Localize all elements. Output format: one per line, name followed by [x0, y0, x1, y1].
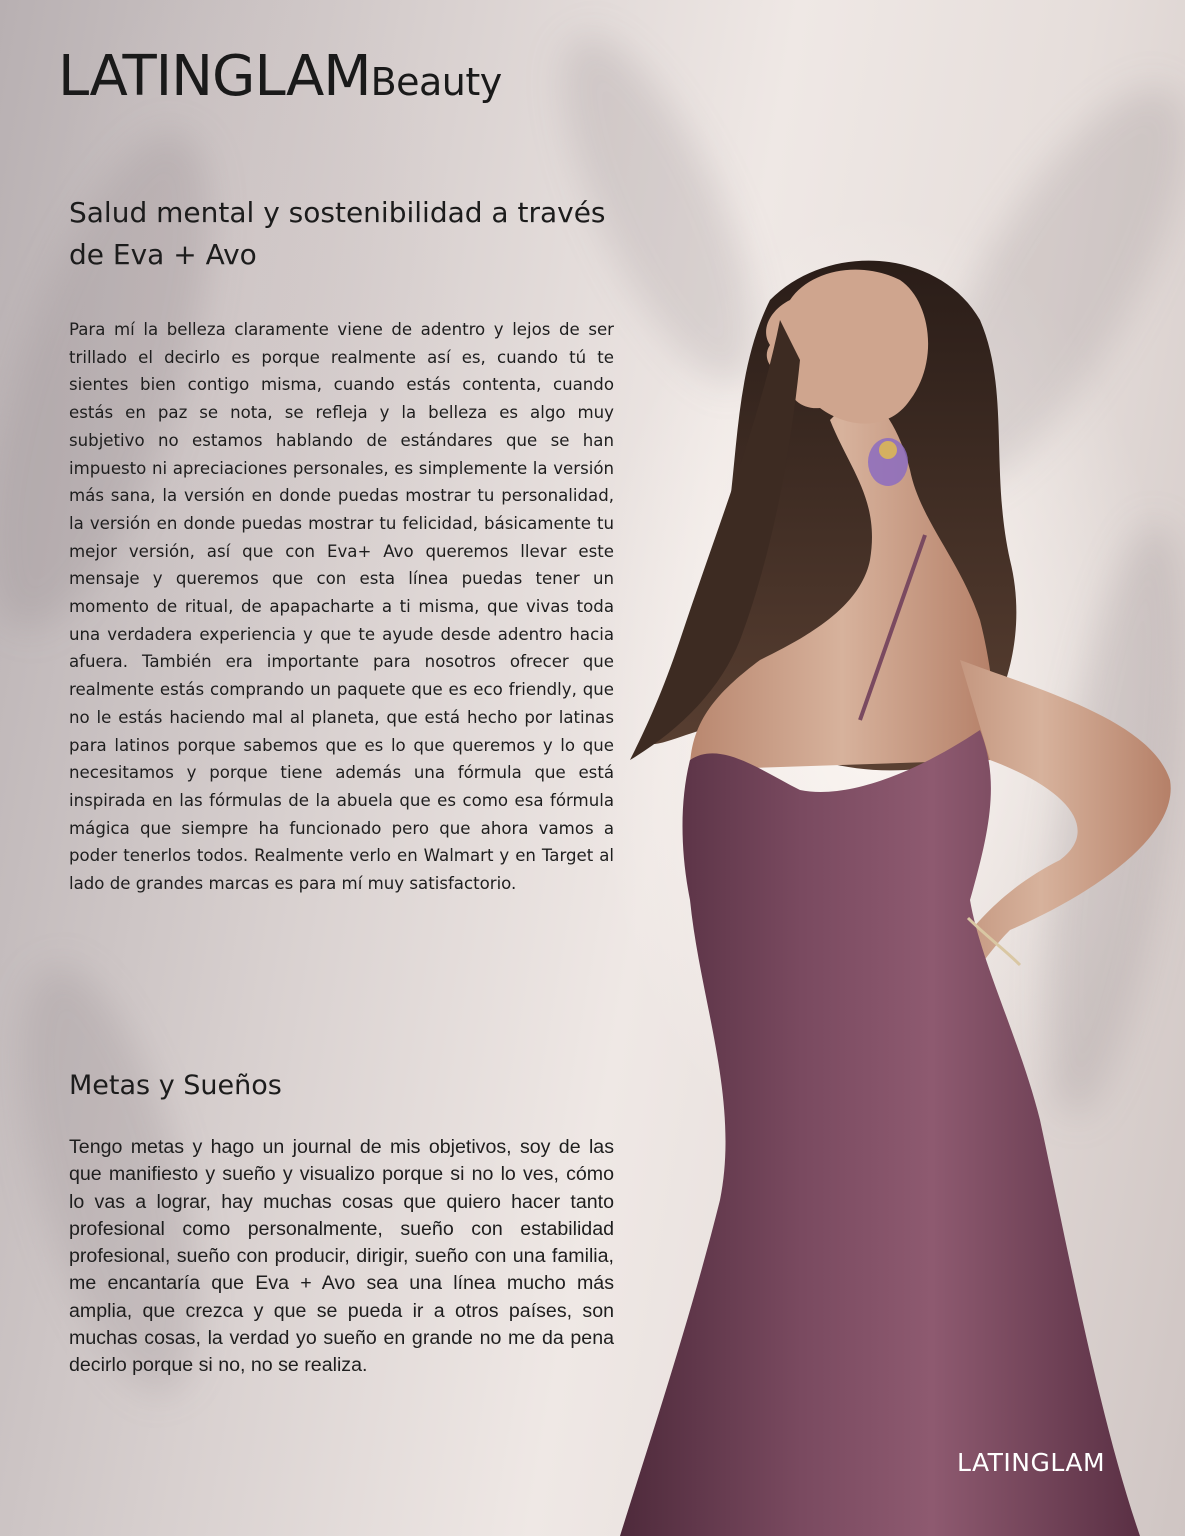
section-body-salud: Para mí la belleza claramente viene de adentro y lejos de ser trillado el decirlo es porque realmente así es, cuando tú te sientes bien contigo misma, cuando estás contenta, cuando estás en paz se nota, se refleja y la belleza es algo muy subjetivo no estamos hablando de estándares que se han impuesto ni apreciaciones personales, es simplemente la versión más sana, la versión en donde puedas mostrar tu personalidad, la versión en donde puedas mostrar tu felicidad, básicamente tu mejor versión, así que con Eva+ Avo queremos llevar este mensaje y queremos que con esta línea puedas tener un momento de ritual, de apapacharte a ti misma, que vivas toda una verdadera experiencia y que te ayude desde adentro hacia afuera. También era importante para nosotros ofrecer que realmente estás comprando un paquete que es eco friendly, que no le estás haciendo mal al planeta, que está hecho por latinas para latinos porque sabemos que es lo que queremos y lo que necesitamos y porque tiene además una fórmula que está inspirada en las fórmulas de la abuela que es como esa fórmula mágica que siempre ha funcionado pero que ahora vamos a poder tenerlos todos. Realmente verlo en Walmart y en Target al lado de grandes marcas es para mí muy satisfactorio. — [69, 320, 614, 894]
section-title-metas: Metas y Sueños — [69, 1070, 282, 1101]
footer-logo: LATINGLAM — [957, 1448, 1106, 1477]
section-title-salud: Salud mental y sostenibilidad a través de Eva + Avo — [69, 196, 606, 271]
logo-main: LATINGLAM — [58, 44, 371, 109]
dress — [620, 730, 1140, 1536]
section-body-metas: Tengo metas y hago un journal de mis objetivos, soy de las que manifiesto y sueño y visualizo porque si no lo ves, cómo lo vas a lograr, hay muchas cosas que quiero hacer tanto profesional como personalmente, sueño con estabilidad profesional, sueño con producir, dirigir, sueño con una familia, me encantaría que Eva + Avo sea una línea mucho más amplia, que crezca y que se pueda ir a otros países, son muchas cosas, la verdad yo sueño en grande no me da pena decirlo porque si no, no se realiza. — [69, 1136, 614, 1377]
model-photo — [560, 230, 1185, 1536]
earring-gold — [879, 441, 897, 459]
brand-logo — [58, 44, 502, 109]
logo-sub: Beauty — [370, 60, 502, 104]
